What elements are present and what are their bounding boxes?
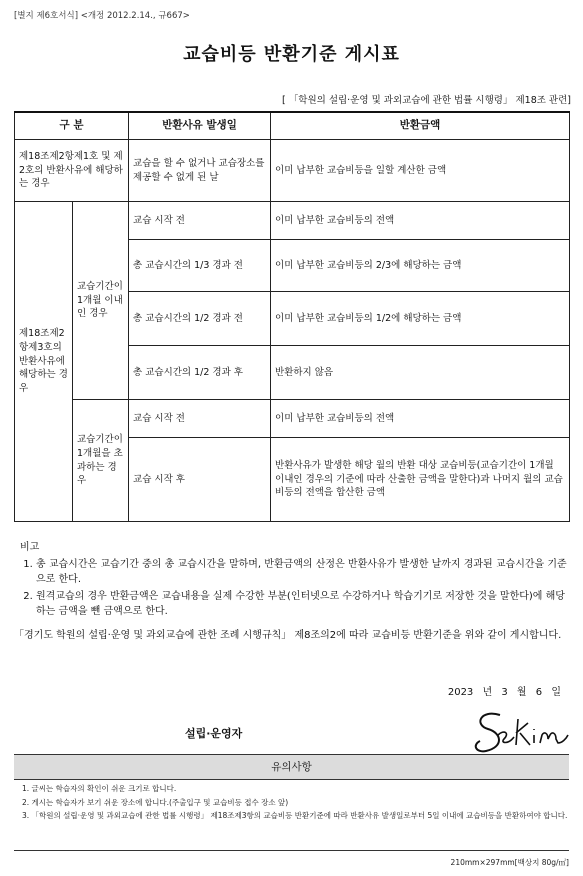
- over-month-amount: 반환사유가 발생한 해당 월의 반환 대상 교습비등(교습기간이 1개월 이내인 경우의 기준에 따라 산출한 금액을 말한다)과 나머지 월의 교습비등의 전액을 합산한 금액: [271, 438, 570, 522]
- date-year-unit: 년: [482, 687, 493, 698]
- date-day: 6: [535, 687, 543, 698]
- date-line: [448, 683, 561, 698]
- under-month-amount: 이미 납부한 교습비등의 2/3에 해당하는 금액: [271, 240, 570, 292]
- date-month: 3: [501, 687, 508, 698]
- over-month-reason: 교습 시작 전: [129, 400, 271, 438]
- legal-basis: [ 「학원의 설립·운영 및 과외교습에 관한 법률 시행령」 제18조 관련]: [282, 95, 571, 106]
- section1-reason: 교습을 할 수 없거나 교습장소를 제공할 수 없게 된 날: [129, 140, 271, 202]
- notes-list: [14, 557, 569, 619]
- signature-image: [470, 705, 570, 757]
- notice-item: 3. 「학원의 설립·운영 및 과외교습에 관한 법률 시행령」 제18조제3항의 교습비등 반환기준에 따라 반환사유 발생일로부터 5일 이내에 교습비등을 반환하여야 합니다.: [22, 811, 568, 820]
- document-title: 교습비등 반환기준 게시표: [183, 44, 400, 65]
- note-item: 2. 원격교습의 경우 반환금액은 교습내용을 실제 수강한 부분(인터넷으로 수강하거나 학습기기로 저장한 것을 말한다)에 해당하는 금액을 뺀 금액으로 한다.: [36, 589, 569, 619]
- header-category: 구 분: [15, 112, 129, 140]
- table-row: [15, 400, 570, 438]
- notice-item: 2. 게시는 학습자가 보기 쉬운 장소에 합니다.(주출입구 및 교습비등 접수 장소 앞): [22, 797, 289, 807]
- header-reason-date: 반환사유 발생일: [129, 112, 271, 140]
- founder-label: 설립·운영자: [185, 727, 243, 740]
- note-item: 1. 총 교습시간은 교습기간 중의 총 교습시간을 말하며, 반환금액의 산정은 반환사유가 발생한 날까지 경과된 교습시간을 기준으로 한다.: [36, 557, 569, 587]
- under-month-amount: 이미 납부한 교습비등의 1/2에 해당하는 금액: [271, 292, 570, 346]
- under-month-reason: 총 교습시간의 1/3 경과 전: [129, 240, 271, 292]
- under-month-label: 교습기간이 1개월 이내인 경우: [73, 202, 129, 400]
- notice-list: [14, 782, 577, 823]
- under-month-amount: 이미 납부한 교습비등의 전액: [271, 202, 570, 240]
- header-refund-amount: 반환금액: [271, 112, 570, 140]
- notice-item: 1. 글씨는 학습자의 확인이 쉬운 크기로 합니다.: [22, 784, 177, 793]
- refund-standard-table: [14, 111, 570, 522]
- section2-category: 제18조제2항제3호의 반환사유에 해당하는 경우: [15, 202, 73, 522]
- under-month-amount: 반환하지 않음: [271, 346, 570, 400]
- date-day-unit: 일: [551, 687, 561, 698]
- over-month-reason: 교습 시작 후: [129, 438, 271, 522]
- under-month-reason: 총 교습시간의 1/2 경과 전: [129, 292, 271, 346]
- table-row: [15, 202, 570, 240]
- under-month-reason: 교습 시작 전: [129, 202, 271, 240]
- bottom-divider: [14, 850, 569, 851]
- section1-amount: 이미 납부한 교습비등을 일할 계산한 금액: [271, 140, 570, 202]
- date-year: 2023: [447, 687, 474, 698]
- notes-heading: 비고: [20, 542, 40, 553]
- over-month-amount: 이미 납부한 교습비등의 전액: [271, 400, 570, 438]
- table-row: [15, 140, 570, 202]
- declaration-text: 「경기도 학원의 설립·운영 및 과외교습에 관한 조례 시행규칙」 제8조의2에 따라 교습비등 반환기준을 위와 같이 게시합니다.: [14, 630, 562, 641]
- section1-category: 제18조제2항제1호 및 제2호의 반환사유에 해당하는 경우: [15, 140, 129, 202]
- form-header: [별지 제6호서식] <개정 2012.2.14., 규667>: [14, 11, 190, 21]
- notice-title-bar: 유의사항: [14, 754, 569, 780]
- notes-section: [14, 540, 569, 621]
- paper-spec: 210mm×297mm[백상지 80g/㎡]: [450, 858, 569, 867]
- table-header-row: [15, 112, 570, 140]
- over-month-label: 교습기간이 1개월을 초과하는 경우: [73, 400, 129, 522]
- date-month-unit: 월: [516, 687, 527, 698]
- under-month-reason: 총 교습시간의 1/2 경과 후: [129, 346, 271, 400]
